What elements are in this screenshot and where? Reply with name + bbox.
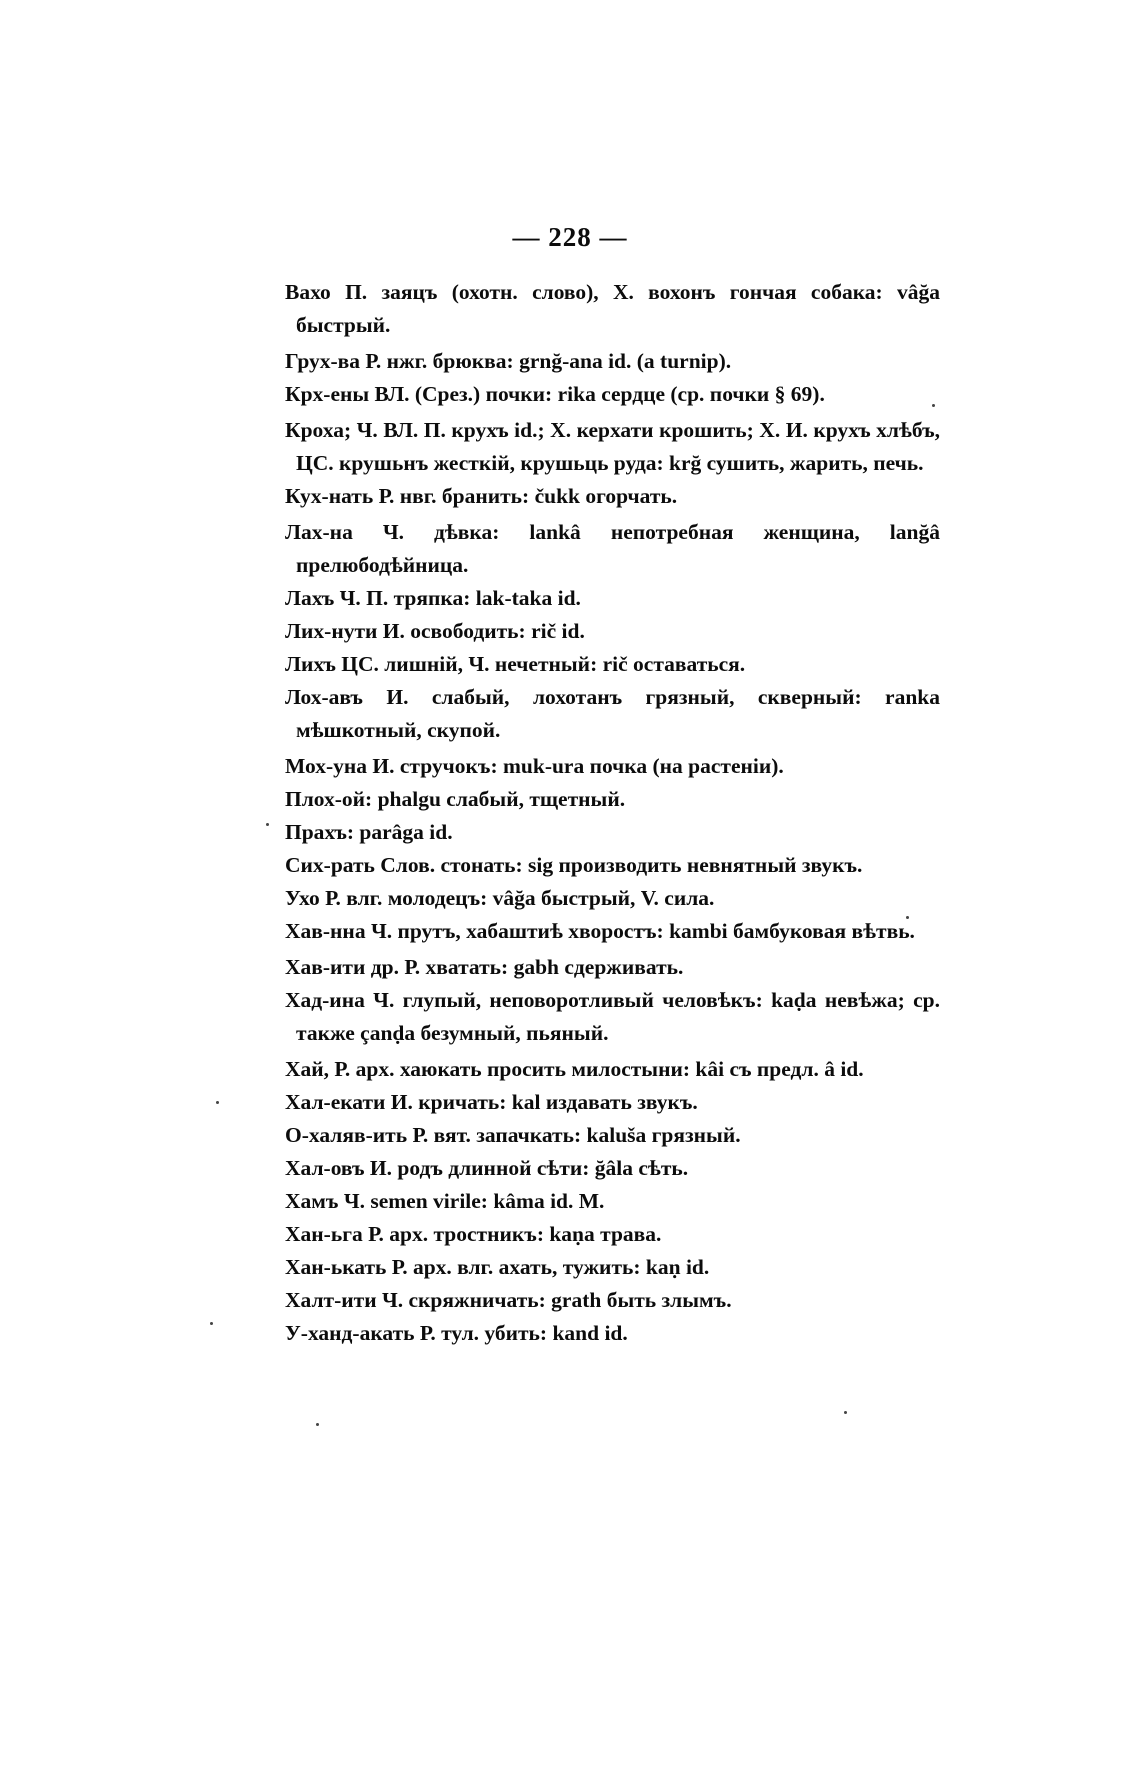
dictionary-entry: Хай, Р. арх. хаюкать просить милостыни: kâi съ предл. â id.: [285, 1057, 864, 1081]
dictionary-entry: О-халяв-ить Р. вят. запачкать: kaluša грязный.: [285, 1123, 741, 1147]
dictionary-entry: Хал-овъ И. родъ длинной сѣти: ğâla сѣть.: [285, 1156, 689, 1180]
dictionary-entry: Хан-ьга Р. арх. тростникъ: kaṇa трава.: [285, 1222, 662, 1246]
scan-speck: [932, 404, 935, 407]
page-number: — 228 —: [512, 222, 628, 252]
dictionary-entry: Лахъ Ч. П. тряпка: lak-taka id.: [285, 586, 581, 610]
scan-speck: [844, 1411, 847, 1414]
dictionary-entry: Крх-ены ВЛ. (Срез.) почки: rika сердце (ср. почки § 69).: [285, 382, 825, 406]
dictionary-entry: Плох-ой: phalgu слабый, тщетный.: [285, 787, 626, 811]
dictionary-entry: Хамъ Ч. semen virile: kâma id. M.: [285, 1189, 605, 1213]
dictionary-entry: Хав-нна Ч. прутъ, хабаштиѣ хворостъ: kambi бамбуковая вѣтвь.: [285, 919, 915, 943]
dictionary-entry: Грух-ва Р. нжг. брюква: grnğ-ana id. (a turnip).: [285, 349, 732, 373]
dictionary-entry: Лихъ ЦС. лишній, Ч. нечетный: rič оставаться.: [285, 652, 746, 676]
dictionary-entry: Хан-ькать Р. арх. влг. ахать, тужить: kaṇ id.: [285, 1255, 710, 1279]
scan-speck: [906, 916, 909, 919]
dictionary-entry: Лих-нути И. освободить: rič id.: [285, 619, 585, 643]
scan-speck: [210, 1322, 213, 1325]
dictionary-entry: Лах-на Ч. дѣвка: lankâ непотребная женщина, lanğâ прелюбодѣйница.: [285, 520, 940, 577]
dictionary-entry: Вахо П. заяцъ (охотн. слово), Х. вохонъ гончая собака: vâğa быстрый.: [285, 280, 940, 337]
scan-speck: [316, 1423, 319, 1426]
dictionary-entry: Кух-нать Р. нвг. бранить: čukk огорчать.: [285, 484, 678, 508]
dictionary-entry: Сих-рать Слов. стонать: sig производить невнятный звукъ.: [285, 853, 863, 877]
dictionary-entry: Ухо Р. влг. молодецъ: vâğa быстрый, V. сила.: [285, 886, 715, 910]
dictionary-entry: Хав-ити др. Р. хватать: gabh сдерживать.: [285, 955, 684, 979]
dictionary-entry: Мох-уна И. стручокъ: muk-ura почка (на растеніи).: [285, 754, 784, 778]
dictionary-entry: Хал-екати И. кричать: kal издавать звукъ.: [285, 1090, 698, 1114]
dictionary-entry: Хад-ина Ч. глупый, неповоротливый человѣкъ: kaḍa невѣжа; ср. также çanḍa безумный, пьяный.: [285, 988, 940, 1045]
dictionary-entry: Халт-ити Ч. скряжничать: grath быть злымъ.: [285, 1288, 732, 1312]
scan-speck: [266, 823, 269, 826]
dictionary-entries: [285, 276, 940, 1350]
dictionary-entry: Прахъ: parâga id.: [285, 820, 453, 844]
dictionary-entry: У-ханд-акать Р. тул. убить: kand id.: [285, 1321, 628, 1345]
dictionary-entry: Лох-авъ И. слабый, лохотанъ грязный, скверный: ranka мѣшкотный, скупой.: [285, 685, 940, 742]
dictionary-entry: Кроха; Ч. ВЛ. П. крухъ id.; Х. керхати крошить; Х. И. крухъ хлѣбъ, ЦС. крушьнъ жесткій, крушьць руда: krğ сушить, жарить, печь.: [285, 418, 940, 475]
scan-speck: [216, 1101, 219, 1104]
